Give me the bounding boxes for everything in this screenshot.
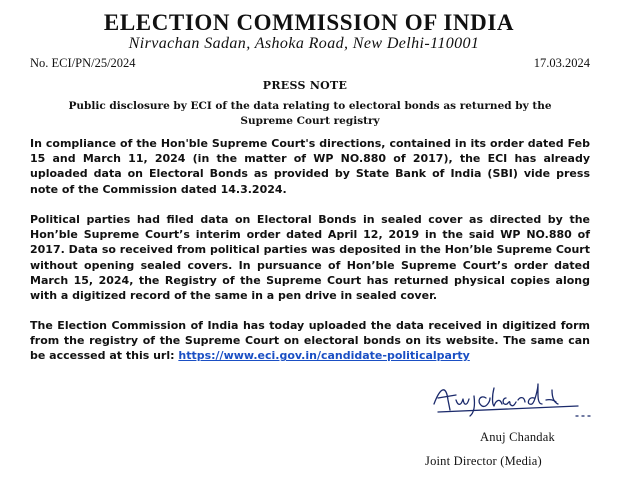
document-date: 17.03.2024 [533,56,590,70]
reference-number: No. ECI/PN/25/2024 [30,56,136,70]
paragraph-compliance: In compliance of the Hon'ble Supreme Court's directions, contained in its order dated Feb 15 and March 11, 2024 (in the matter of WP NO.880 of 2017), the ECI has already uploaded data on Electoral Bonds as provided by State Bank of India (SBI) vide press note of the Commission dated 14.3.2024. [30,137,590,196]
signatory-designation: Joint Director (Media) [425,454,542,468]
organization-title: ELECTION COMMISSION OF INDIA [103,10,515,35]
paragraph-sealed-cover: Political parties had filed data on Electoral Bonds in sealed cover as directed by the Hon’ble Supreme Court’s interim order dated April 12, 2019 in the said WP NO.880 of 2017. Data so received from political parties was deposited in the Hon’ble Supreme Court without opening sealed covers. In pursuance of Hon’ble Supreme Court’s order dated March 15, 2024, the Registry of the Supreme Court has returned physical copies along with a digitized record of the same in a pen drive in sealed cover. [30,213,590,303]
paragraph-upload-text: The Election Commission of India has today uploaded the data received in digitized form from the registry of the Supreme Court on electoral bonds on its website. The same can be accessed at this url: [30,319,590,363]
signatory-name: Anuj Chandak [480,430,555,444]
signature-image [428,380,593,420]
candidate-politicalparty-link[interactable]: https://www.eci.gov.in/candidate-politicalparty [178,349,470,363]
organization-address: Nirvachan Sadan, Ashoka Road, New Delhi-110001 [128,35,480,52]
press-note-heading: PRESS NOTE [262,79,348,92]
subject-heading: Public disclosure by ECI of the data relating to electoral bonds as returned by the Supreme Court registry [68,100,552,127]
paragraph-upload [30,318,590,364]
